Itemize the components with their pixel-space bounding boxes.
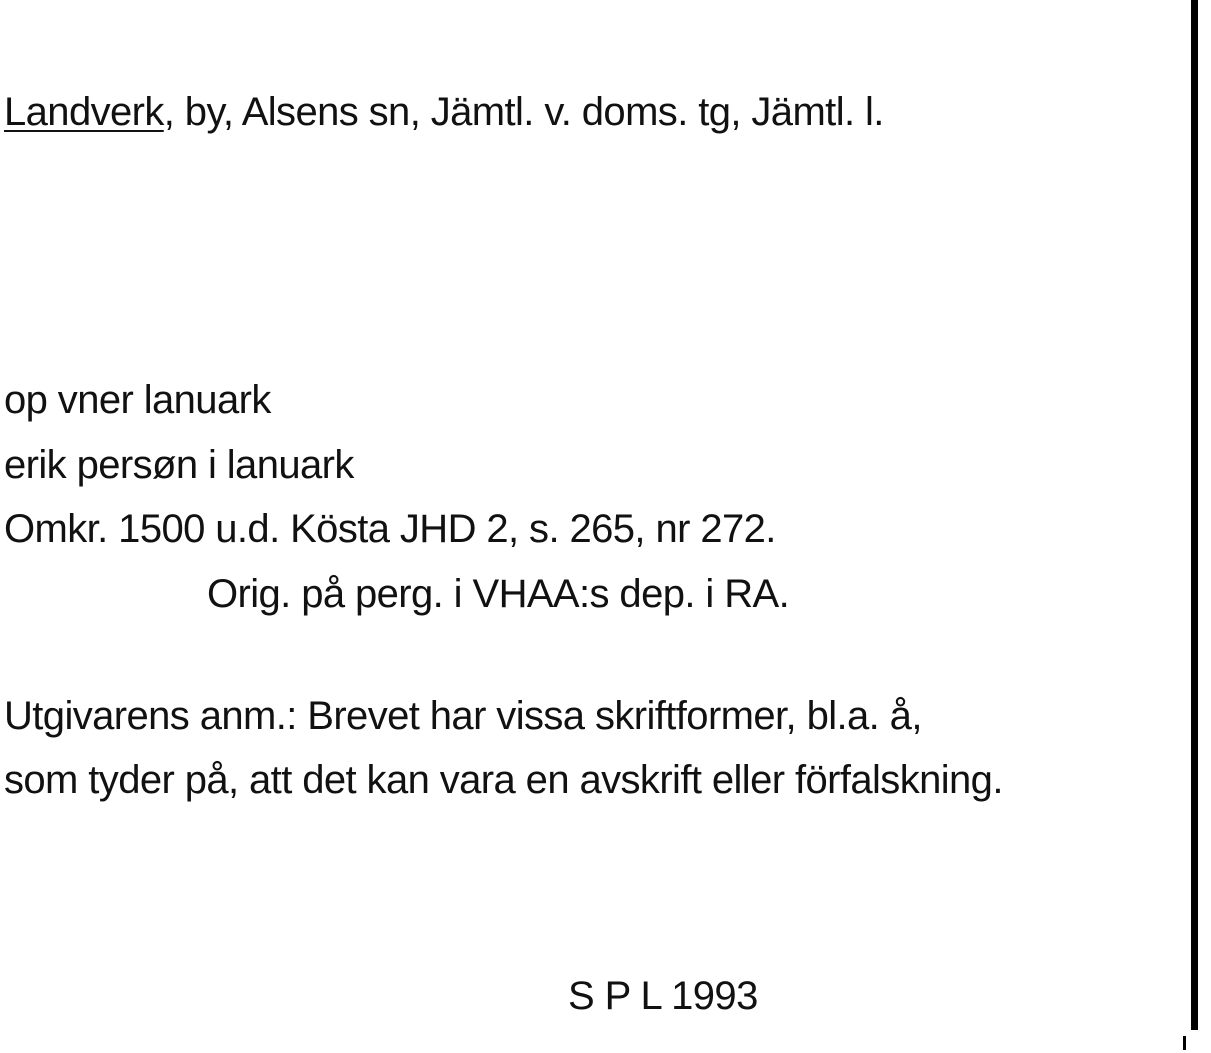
transcription-line-2: erik persøn i lanuark [4,443,354,487]
editor-note-line-2: som tyder på, att det kan vara en avskrift eller förfalskning. [4,758,1003,802]
card-edge-tick [1183,1036,1186,1050]
source-original: Orig. på perg. i VHAA:s dep. i RA. [207,572,790,616]
heading-line [4,92,884,132]
placename-headword: Landverk [4,90,164,134]
source-citation: Omkr. 1500 u.d. Kösta JHD 2, s. 265, nr 272. [4,507,776,551]
heading-details: , by, Alsens sn, Jämtl. v. doms. tg, Jämtl. l. [163,90,884,134]
card-edge-rule [1191,0,1198,1030]
signature: S P L 1993 [568,974,758,1018]
transcription-line-1: op vner lanuark [4,378,271,422]
editor-note-line-1: Utgivarens anm.: Brevet har vissa skriftformer, bl.a. å, [4,694,922,738]
